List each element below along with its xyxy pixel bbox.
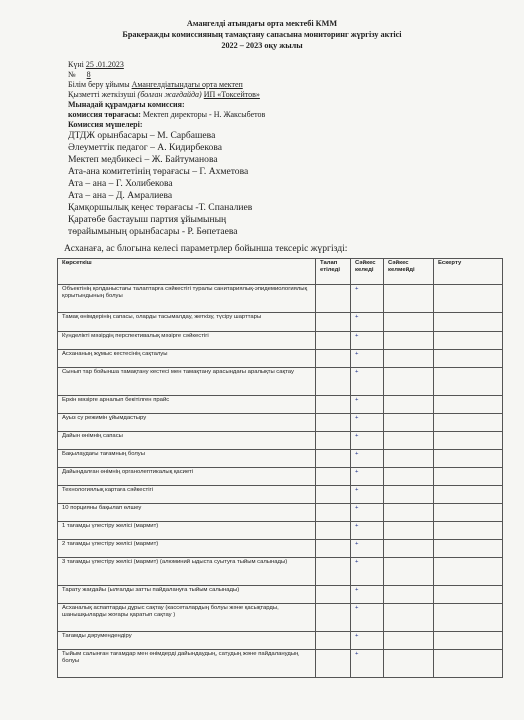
compliant-cell: +	[351, 414, 384, 432]
note-cell	[434, 468, 503, 486]
indicator-cell: Еркін мәзірге арналып бекітілген прайс	[58, 396, 316, 414]
table-row	[58, 522, 503, 540]
compliant-cell: +	[351, 432, 384, 450]
noncompliant-cell	[384, 285, 434, 313]
required-cell	[316, 650, 351, 678]
compliant-cell: +	[351, 586, 384, 604]
noncompliant-cell	[384, 586, 434, 604]
table-row	[58, 468, 503, 486]
table-row	[58, 313, 503, 332]
note-cell	[434, 396, 503, 414]
required-cell	[316, 540, 351, 558]
note-cell	[434, 586, 503, 604]
indicator-cell: Тыйым салынған тағамдар мен өнімдерді дайындаудың, сатудың және пайдаланудың болуы	[58, 650, 316, 678]
compliant-cell: +	[351, 285, 384, 313]
member-item: төрайымының орынбасары - Р. Бөпетаева	[68, 226, 238, 237]
noncompliant-cell	[384, 650, 434, 678]
noncompliant-cell	[384, 632, 434, 650]
col-header-noncompliant: Сәйкес келмейді	[384, 259, 434, 285]
compliant-cell: +	[351, 604, 384, 632]
required-cell	[316, 368, 351, 396]
table-row	[58, 332, 503, 350]
note-cell	[434, 604, 503, 632]
noncompliant-cell	[384, 396, 434, 414]
note-cell	[434, 522, 503, 540]
note-cell	[434, 540, 503, 558]
header-school: Амангелді атындағы орта мектебі КММ	[186, 19, 338, 28]
required-cell	[316, 522, 351, 540]
required-cell	[316, 604, 351, 632]
table-row	[58, 632, 503, 650]
indicator-cell: 10 порцияны бақылап өлшеу	[58, 504, 316, 522]
required-cell	[316, 504, 351, 522]
indicator-cell: Бақылаудағы тағамның болуы	[58, 450, 316, 468]
indicator-cell: 3 тағамды үлестіру желісі (мармит) (алюминий ыдыста суытуға тыйым салынады)	[58, 558, 316, 586]
inspection-table	[57, 258, 503, 678]
noncompliant-cell	[384, 468, 434, 486]
compliant-cell: +	[351, 350, 384, 368]
indicator-cell: 2 тағамды үлестіру желісі (мармит)	[58, 540, 316, 558]
supplier-value: ИП «Токсейтов»	[203, 90, 260, 99]
note-cell	[434, 414, 503, 432]
compliant-cell: +	[351, 332, 384, 350]
compliant-cell: +	[351, 468, 384, 486]
compliant-cell: +	[351, 368, 384, 396]
number-line	[68, 70, 100, 80]
date-line	[68, 60, 124, 70]
table-header-row	[58, 259, 503, 285]
indicator-cell: Күнделікті мәзірдің перспективалық мәзірге сәйкестігі	[58, 332, 316, 350]
indicator-cell: Асхананың жұмыс кестесінің сақталуы	[58, 350, 316, 368]
indicator-cell: Тамақ өнімдерінің сапасы, оларды тасымалдау, жеткізу, түсіру шарттары	[58, 313, 316, 332]
note-cell	[434, 650, 503, 678]
compliant-cell: +	[351, 558, 384, 586]
required-cell	[316, 414, 351, 432]
note-cell	[434, 350, 503, 368]
member-item: Ата – ана – Г. Холибекова	[68, 178, 173, 189]
required-cell	[316, 450, 351, 468]
note-cell	[434, 450, 503, 468]
number-label: №	[68, 70, 76, 79]
required-cell	[316, 396, 351, 414]
noncompliant-cell	[384, 450, 434, 468]
supplier-label: Қызметті жеткізуші	[68, 90, 136, 99]
date-label: Күні	[68, 60, 84, 69]
compliant-cell: +	[351, 313, 384, 332]
required-cell	[316, 432, 351, 450]
noncompliant-cell	[384, 350, 434, 368]
required-cell	[316, 313, 351, 332]
noncompliant-cell	[384, 486, 434, 504]
noncompliant-cell	[384, 368, 434, 396]
table-row	[58, 586, 503, 604]
required-cell	[316, 558, 351, 586]
note-cell	[434, 558, 503, 586]
compliant-cell: +	[351, 540, 384, 558]
note-cell	[434, 368, 503, 396]
compliant-cell: +	[351, 632, 384, 650]
noncompliant-cell	[384, 558, 434, 586]
indicator-cell: Ауыз су режимін ұйымдастыру	[58, 414, 316, 432]
noncompliant-cell	[384, 504, 434, 522]
note-cell	[434, 432, 503, 450]
table-row	[58, 414, 503, 432]
note-cell	[434, 313, 503, 332]
note-cell	[434, 486, 503, 504]
table-row	[58, 432, 503, 450]
org-value: Амангелдіатындағы орта мектеп	[131, 80, 243, 89]
compliant-cell: +	[351, 504, 384, 522]
chair-value: Мектеп директоры - Н. Жаксыбетов	[142, 110, 266, 119]
compliant-cell: +	[351, 650, 384, 678]
table-row	[58, 486, 503, 504]
noncompliant-cell	[384, 540, 434, 558]
noncompliant-cell	[384, 522, 434, 540]
table-row	[58, 650, 503, 678]
member-item: Мектеп медбикесі – Ж. Байтуманова	[68, 154, 218, 165]
table-row	[58, 604, 503, 632]
noncompliant-cell	[384, 432, 434, 450]
noncompliant-cell	[384, 604, 434, 632]
header-act-title: Бракеражды комиссияның тамақтану сапасына мониторинг жүргізу актісі	[122, 30, 402, 39]
required-cell	[316, 468, 351, 486]
required-cell	[316, 632, 351, 650]
indicator-cell: Тағамды дәрумендендіру	[58, 632, 316, 650]
member-item: Әлеуметтік педагог – А. Кидирбекова	[68, 142, 222, 153]
noncompliant-cell	[384, 414, 434, 432]
supplier-hint: (болған жағдайда)	[137, 90, 202, 99]
member-item: Қаратөбе бастауыш партия ұйымының	[68, 214, 227, 225]
indicator-cell: Асханалық аспаптарды дұрыс сақтау (кассеталардың болуы және қасықтарды, шанышқыларды жоғары қаратып сақтау )	[58, 604, 316, 632]
indicator-cell: Дайындалған өнімнің органолептикалық қасиеті	[58, 468, 316, 486]
col-header-required: Талап етіледі	[316, 259, 351, 285]
intro-text: Асханаға, ас блогына келесі параметрлер бойынша тексеріс жүргізді:	[64, 243, 348, 254]
org-line	[68, 80, 243, 90]
indicator-cell: Дайын өнімнің сапасы	[58, 432, 316, 450]
indicator-cell: Технологиялық картаға сәйкестігі	[58, 486, 316, 504]
member-item: Ата – ана – Д. Амралиева	[68, 190, 173, 201]
indicator-cell: 1 тағамды үлестіру желісі (мармит)	[58, 522, 316, 540]
member-item: ДТДЖ орынбасары – М. Сарбашева	[68, 130, 216, 141]
note-cell	[434, 504, 503, 522]
number-value: 8	[86, 70, 91, 79]
compliant-cell: +	[351, 396, 384, 414]
note-cell	[434, 632, 503, 650]
table-row	[58, 504, 503, 522]
table-row	[58, 285, 503, 313]
note-cell	[434, 332, 503, 350]
table-row	[58, 540, 503, 558]
compliant-cell: +	[351, 450, 384, 468]
table-row	[58, 396, 503, 414]
members-title: Комиссия мүшелері:	[68, 120, 143, 129]
required-cell	[316, 350, 351, 368]
member-item: Қамқоршылық кеңес төрағасы -Т. Спаналиев	[68, 202, 253, 213]
col-header-note: Ескерту	[434, 259, 503, 285]
required-cell	[316, 285, 351, 313]
col-header-indicator: Көрсеткіш	[58, 259, 316, 285]
indicator-cell: Объектінің қолданыстағы талаптарға сәйкестігі туралы санитариялық-эпидемиологиялық қорытындының болуы	[58, 285, 316, 313]
table-row	[58, 450, 503, 468]
noncompliant-cell	[384, 332, 434, 350]
required-cell	[316, 586, 351, 604]
table-row	[58, 368, 503, 396]
note-cell	[434, 285, 503, 313]
compliant-cell: +	[351, 486, 384, 504]
commission-title: Мынадай құрамдағы комиссия:	[68, 100, 185, 109]
date-value: 25 .01.2023	[85, 60, 124, 69]
noncompliant-cell	[384, 313, 434, 332]
indicator-cell: Тарату жағдайы (ылғалды затты пайдалануға тыйым салынады)	[58, 586, 316, 604]
chair-line	[68, 110, 265, 120]
member-item: Ата-ана комитетінің төрағасы – Г. Ахметова	[68, 166, 249, 177]
required-cell	[316, 332, 351, 350]
supplier-line	[68, 90, 260, 100]
org-label: Білім беру ұйымы	[68, 80, 130, 89]
compliant-cell: +	[351, 522, 384, 540]
table-row	[58, 350, 503, 368]
required-cell	[316, 486, 351, 504]
indicator-cell: Сынып тар бойынша тамақтану кестесі мен тамақтану арасындағы аралықты сақтау	[58, 368, 316, 396]
header-year: 2022 – 2023 оқу жылы	[221, 41, 303, 50]
table-row	[58, 558, 503, 586]
chair-label: комиссия төрағасы:	[68, 110, 141, 119]
col-header-compliant: Сәйкес келеді	[351, 259, 384, 285]
